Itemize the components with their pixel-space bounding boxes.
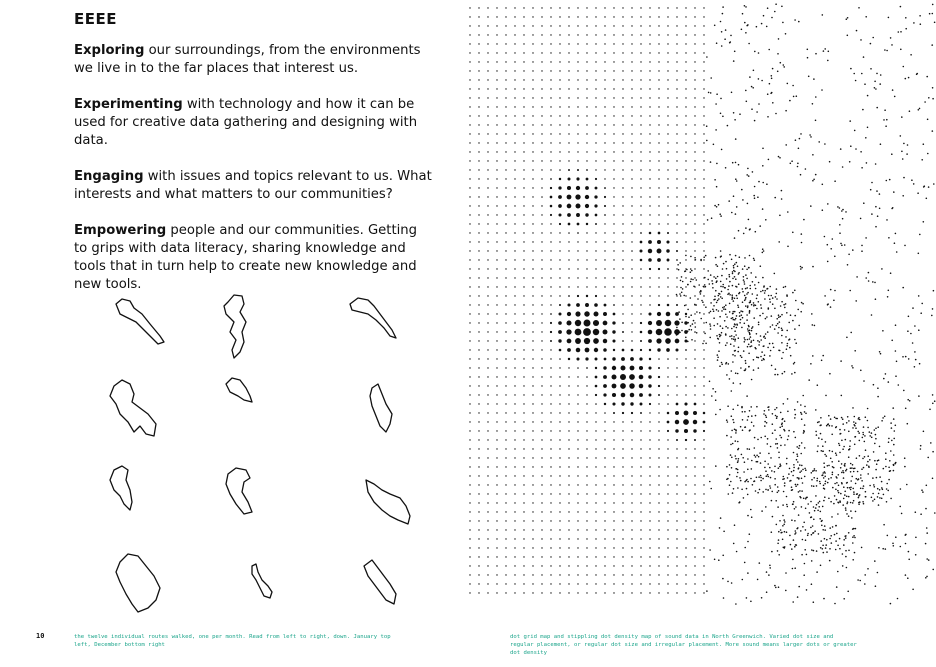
route-outline-june bbox=[366, 382, 398, 438]
eeee-text: with technology and how it can be used for creative data gathering and designing with data. bbox=[74, 97, 418, 148]
left-page bbox=[0, 0, 466, 667]
dotmap-caption: dot grid map and stippling dot density map of sound data in North Greenwich. Varied dot size and regular placement, or regular dot size and irregular placement. More sound means larger dots or greater dot density bbox=[510, 634, 857, 656]
route-outline-december bbox=[360, 558, 400, 608]
sound-dot-map bbox=[466, 0, 936, 667]
route-outline-may bbox=[222, 376, 258, 406]
route-outline-february bbox=[220, 292, 260, 362]
eeee-item-empowering bbox=[74, 222, 434, 294]
eeee-text: people and our communities. Getting to grips with data literacy, sharing knowledge and tools that in turn help to create new knowledge and new tools. bbox=[74, 223, 418, 292]
page-heading: EEEE bbox=[74, 10, 117, 28]
route-outline-january bbox=[108, 296, 168, 346]
eeee-keyword: Empowering bbox=[74, 223, 167, 238]
route-outline-july bbox=[106, 464, 140, 514]
eeee-item-exploring bbox=[74, 42, 434, 78]
eeee-list bbox=[74, 42, 434, 312]
route-outline-april bbox=[104, 378, 164, 444]
eeee-item-experimenting bbox=[74, 96, 434, 150]
eeee-keyword: Engaging bbox=[74, 169, 144, 184]
eeee-text: our surroundings, from the environments we live in to the far places that interest us. bbox=[74, 43, 421, 76]
route-outline-october bbox=[112, 552, 172, 616]
eeee-item-engaging bbox=[74, 168, 434, 204]
page-number: 10 bbox=[36, 632, 45, 640]
route-outline-september bbox=[360, 476, 414, 528]
right-page bbox=[466, 0, 936, 667]
eeee-keyword: Experimenting bbox=[74, 97, 183, 112]
route-outline-november bbox=[246, 562, 276, 602]
route-outline-august bbox=[222, 466, 262, 520]
eeee-keyword: Exploring bbox=[74, 43, 145, 58]
monthly-routes-grid bbox=[96, 292, 426, 622]
routes-caption: the twelve individual routes walked, one per month. Read from left to right, down. January top left, December bottom right bbox=[74, 634, 391, 648]
eeee-text: with issues and topics relevant to us. What interests and what matters to our communities? bbox=[74, 169, 432, 202]
route-outline-march bbox=[346, 294, 402, 342]
